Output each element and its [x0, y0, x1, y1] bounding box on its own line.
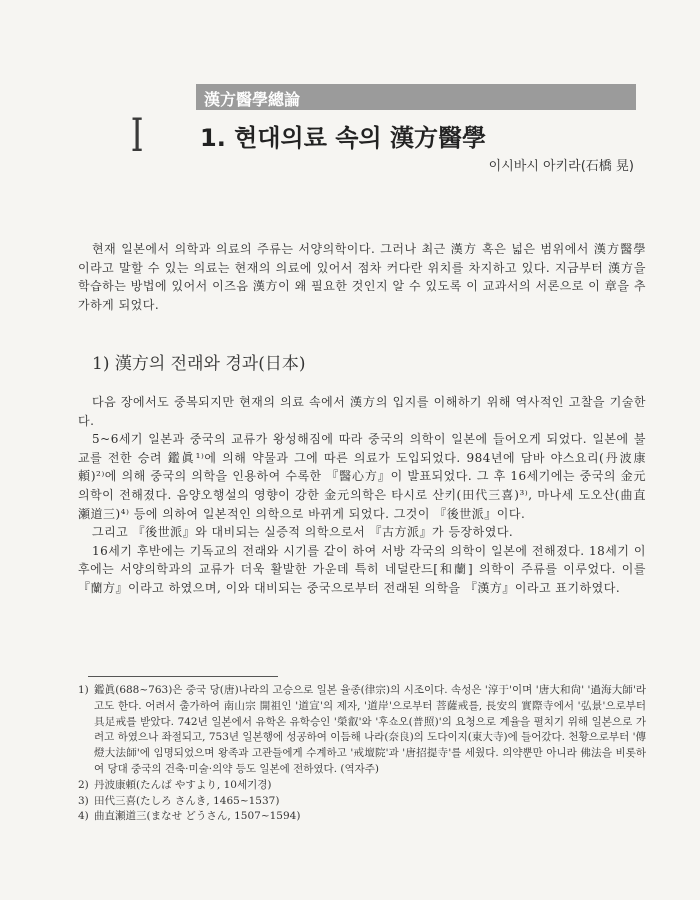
footnote [78, 809, 646, 825]
body-paragraph: 다음 장에서도 중복되지만 현재의 의료 속에서 漢方의 입지를 이해하기 위해 역사적인 고찰을 기술한다. [78, 395, 646, 428]
section-body [78, 393, 646, 598]
footnote [78, 683, 646, 778]
section-header-label: 漢方醫學總論 [204, 90, 301, 109]
footnote-number: 4) [78, 810, 89, 823]
chapter-title: 1. 현대의료 속의 漢方醫學 [200, 124, 486, 152]
footnote [78, 794, 646, 810]
body-paragraph: 그리고 『後世派』와 대비되는 실증적 의학으로서 『古方派』가 등장하였다. [92, 525, 514, 540]
footnote-text: 丹波康頼(たんば やすより, 10세기경) [94, 778, 272, 791]
body-paragraph: 16세기 후반에는 기독교의 전래와 시기를 같이 하여 서방 각국의 의학이 일본에 전해졌다. 18세기 이후에는 서양의학과의 교류가 더욱 활발한 가운데 특히 네덜란드[和蘭] 의학이 주류를 이루었다. 이를 『蘭方』이라고 하였으며, 이와 대비되는 중국으로부터 전래된 의학을 『漢方』이라고 표기하였다. [78, 543, 646, 595]
footnote-text: 曲直瀬道三(まなせ どうさん, 1507~1594) [94, 810, 301, 823]
author-name: 이시바시 아키라(石橋 晃) [488, 159, 634, 174]
intro-paragraph: 현재 일본에서 의학과 의료의 주류는 서양의학이다. 그러나 최근 漢方 혹은 넓은 범위에서 漢方醫學이라고 말할 수 있는 의료는 현재의 의료에 있어서 점차 커다란 위치를 차지하고 있다. 지금부터 漢方을 학습하는 방법에 있어서 이즈음 漢方이 왜 필요한 것인지 알 수 있도록 이 교과서의 서론으로 이 章을 추가하게 되었다. [78, 242, 646, 312]
intro-paragraph-block [78, 240, 646, 314]
footnote [78, 778, 646, 794]
footnote-number: 3) [78, 794, 89, 807]
chapter-roman-numeral: I [130, 108, 144, 162]
section-title: 1) 漢方의 전래와 경과(日本) [92, 354, 306, 374]
footnote-number: 1) [78, 684, 89, 696]
section-header-band [196, 84, 636, 110]
footnote-text: 田代三喜(たしろ さんき, 1465~1537) [94, 794, 280, 807]
footnote-number: 2) [78, 778, 89, 791]
body-paragraph: 5~6세기 일본과 중국의 교류가 왕성해짐에 따라 중국의 의학이 일본에 들어오게 되었다. 일본에 불교를 전한 승려 鑑眞¹⁾에 의해 약물과 그에 따른 의료가 도입되었다. 984년에 담바 야스요리(丹波康頼)²⁾에 의해 중국의 의학을 인용하여 수록한 『醫心方』이 발표되었다. 그 후 16세기에는 중국의 金元의학이 전해졌다. 음양오행설의 영향이 강한 金元의학은 타시로 산키(田代三喜)³⁾, 마나세 도오산(曲直瀬道三)⁴⁾ 등에 의하여 일본적인 의학으로 바뀌게 되었다. 그것이 『後世派』이다. [78, 432, 646, 521]
footnote-divider [88, 676, 278, 677]
footnote-text: 鑑眞(688~763)은 중국 당(唐)나라의 고승으로 일본 율종(律宗)의 시조이다. 속성은 '淳于'이며 '唐大和尙' '過海大師'라고도 한다. 어려서 출가하여 南山宗 開祖인 '道宣'의 제자, '道岸'으로부터 菩薩戒를, 長安의 實際寺에서 '弘景'으로부터 具足戒를 받았다. 742년 일본에서 유학온 유학승인 '榮叡'와 '후쇼오(普照)'의 요청으로 계율을 펼치기 위해 일본으로 가려고 하였으나 좌절되고, 753년 일본행에 성공하여 이듬해 나라(奈良)의 도다이지(東大寺)에 들어갔다. 천황으로부터 '傳燈大法師'에 임명되었으며 왕족과 고관들에게 수계하고 '戒壇院'과 '唐招提寺'를 세웠다. 의약뿐만 아니라 佛法을 비롯하여 당대 중국의 건축·미술·의약 등도 일본에 전하였다. (역자주) [94, 684, 646, 775]
footnotes [78, 683, 646, 825]
